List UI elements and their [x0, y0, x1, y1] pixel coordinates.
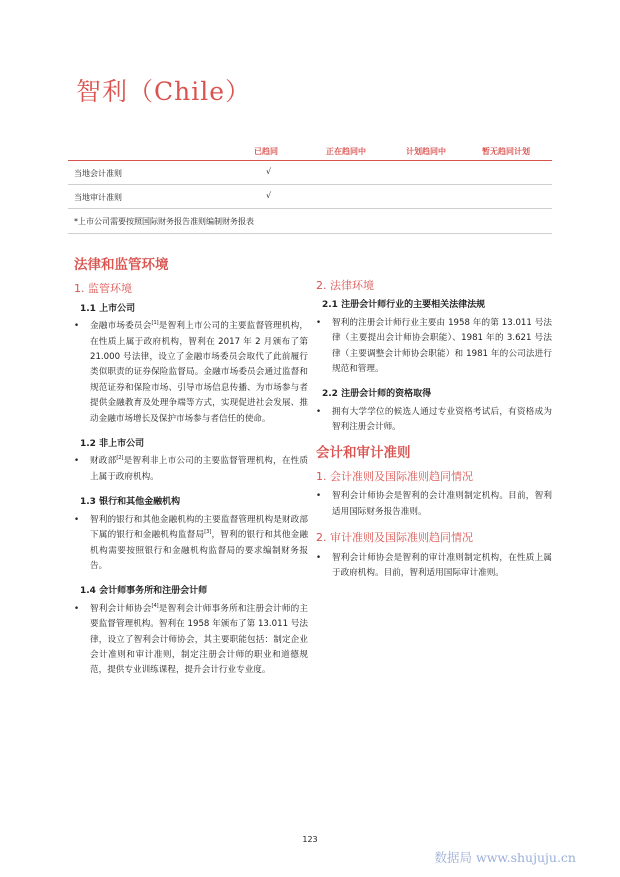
subsection-accounting: 1. 会计准则及国际准则趋同情况 — [316, 470, 473, 484]
paragraph-start: 智利会计师协会 — [90, 603, 152, 614]
bullet-icon: • — [316, 491, 322, 502]
bullet-icon: • — [316, 406, 322, 417]
bullet-icon: • — [74, 321, 80, 332]
convergence-table — [68, 140, 552, 234]
list-item — [74, 454, 308, 485]
footnote-ref: [3] — [204, 529, 212, 536]
heading-firms: 1.4 会计师事务所和注册会计师 — [80, 586, 208, 597]
subsection-auditing: 2. 审计准则及国际准则趋同情况 — [316, 531, 473, 545]
list-item — [316, 551, 552, 582]
heading-listed: 1.1 上市公司 — [80, 303, 136, 314]
bullet-icon: • — [74, 514, 80, 525]
header-converging: 正在趋同中 — [326, 147, 366, 156]
bullet-icon: • — [316, 317, 322, 328]
row-label: 当地会计准则 — [74, 169, 122, 178]
table-note-text: *上市公司需要按照国际财务报告准则编制财务报表 — [74, 217, 254, 226]
list-item — [316, 405, 552, 436]
paragraph-text: 是智利会计师事务所和注册会计师的主要监督管理机构。智利在 1958 年颁布了第 13.011 号法律，设立了智利会计师协会，其主要职能包括：制定企业会计准则和审计准则，制定注册会计师的职业和道德规范，提供专业训练课程，提升会计行业专业度。 — [90, 603, 308, 676]
list-item — [316, 489, 552, 520]
paragraph-text: 是智利上市公司的主要监督管理机构，在性质上属于政府机构，智利在 2017 年 2 月颁布了第 21.000 号法律，设立了金融市场委员会取代了此前履行类似职责的证券保险监督局。金融市场委员会通过监督和规范证券和保险市场、引导市场信息传播、为市场参与者提供金融教育及处理争端等方式，实现促进社会发展、推动金融市场增长及保护市场参与者信任的使命。 — [90, 321, 308, 424]
page-number: 123 — [302, 835, 318, 844]
heading-banks: 1.3 银行和其他金融机构 — [80, 497, 181, 508]
table-header — [68, 140, 552, 161]
check-mark: √ — [266, 167, 272, 176]
paragraph-start: 金融市场委员会 — [90, 321, 152, 332]
section-title-legal: 法律和监管环境 — [74, 257, 169, 273]
paragraph-text: 智利会计师协会是智利的会计准则制定机构。目前，智利适用国际财务报告准则。 — [332, 491, 552, 517]
paragraph-text: ，智利的银行和其他金融机构需要按照银行和金融机构监督局的要求编制财务报告。 — [90, 530, 308, 571]
table-row — [68, 161, 552, 185]
list-item — [74, 513, 308, 575]
heading-qualification: 2.2 注册会计师的资格取得 — [322, 389, 432, 400]
heading-unlisted: 1.2 非上市公司 — [80, 439, 145, 450]
paragraph-text: 拥有大学学位的候选人通过专业资格考试后，有资格成为智利注册会计师。 — [332, 406, 552, 433]
paragraph-text: 智利的注册会计师行业主要由 1958 年的第 13.011 号法律（主要提出会计师协会职能）、1981 年的 3.621 号法律（主要调整会计师协会职能）和 1981 年的公司法进行规范和管理。 — [332, 317, 552, 375]
list-item — [316, 316, 552, 378]
heading-laws: 2.1 注册会计师行业的主要相关法律法规 — [322, 300, 486, 311]
header-planned: 计划趋同中 — [406, 147, 446, 156]
paragraph-start: 智利的银行和其他金融机构的主要监督管理机构是财政部下属的银行和金融机构监督局 — [90, 514, 308, 541]
list-item — [74, 319, 308, 427]
table-note — [68, 209, 552, 234]
check-mark: √ — [266, 191, 272, 200]
watermark: 数据局 www.shujuju.cn — [434, 850, 576, 865]
paragraph-text: 智利会计师协会是智利的审计准则制定机构，在性质上属于政府机构。目前，智利适用国际审计准则。 — [332, 552, 552, 579]
header-converged: 已趋同 — [254, 147, 278, 156]
row-label: 当地审计准则 — [74, 193, 122, 202]
section-title-standards: 会计和审计准则 — [316, 444, 411, 461]
paragraph-text: 是智利非上市公司的主要监督管理机构，在性质上属于政府机构。 — [90, 456, 308, 482]
list-item — [74, 602, 308, 679]
footnote-ref: [2] — [116, 455, 124, 462]
bullet-icon: • — [74, 456, 80, 467]
subsection-regulatory: 1. 监管环境 — [74, 282, 132, 296]
page-title: 智利（Chile） — [76, 77, 252, 106]
footnote-ref: [1] — [151, 320, 159, 327]
header-no-plan: 暂无趋同计划 — [482, 147, 530, 156]
subsection-legal-env: 2. 法律环境 — [316, 279, 374, 292]
bullet-icon: • — [74, 603, 80, 614]
footnote-ref: [4] — [151, 602, 159, 609]
paragraph-start: 财政部 — [90, 456, 117, 467]
bullet-icon: • — [316, 552, 322, 563]
right-column — [316, 278, 552, 592]
left-column — [74, 258, 308, 689]
table-row — [68, 185, 552, 209]
